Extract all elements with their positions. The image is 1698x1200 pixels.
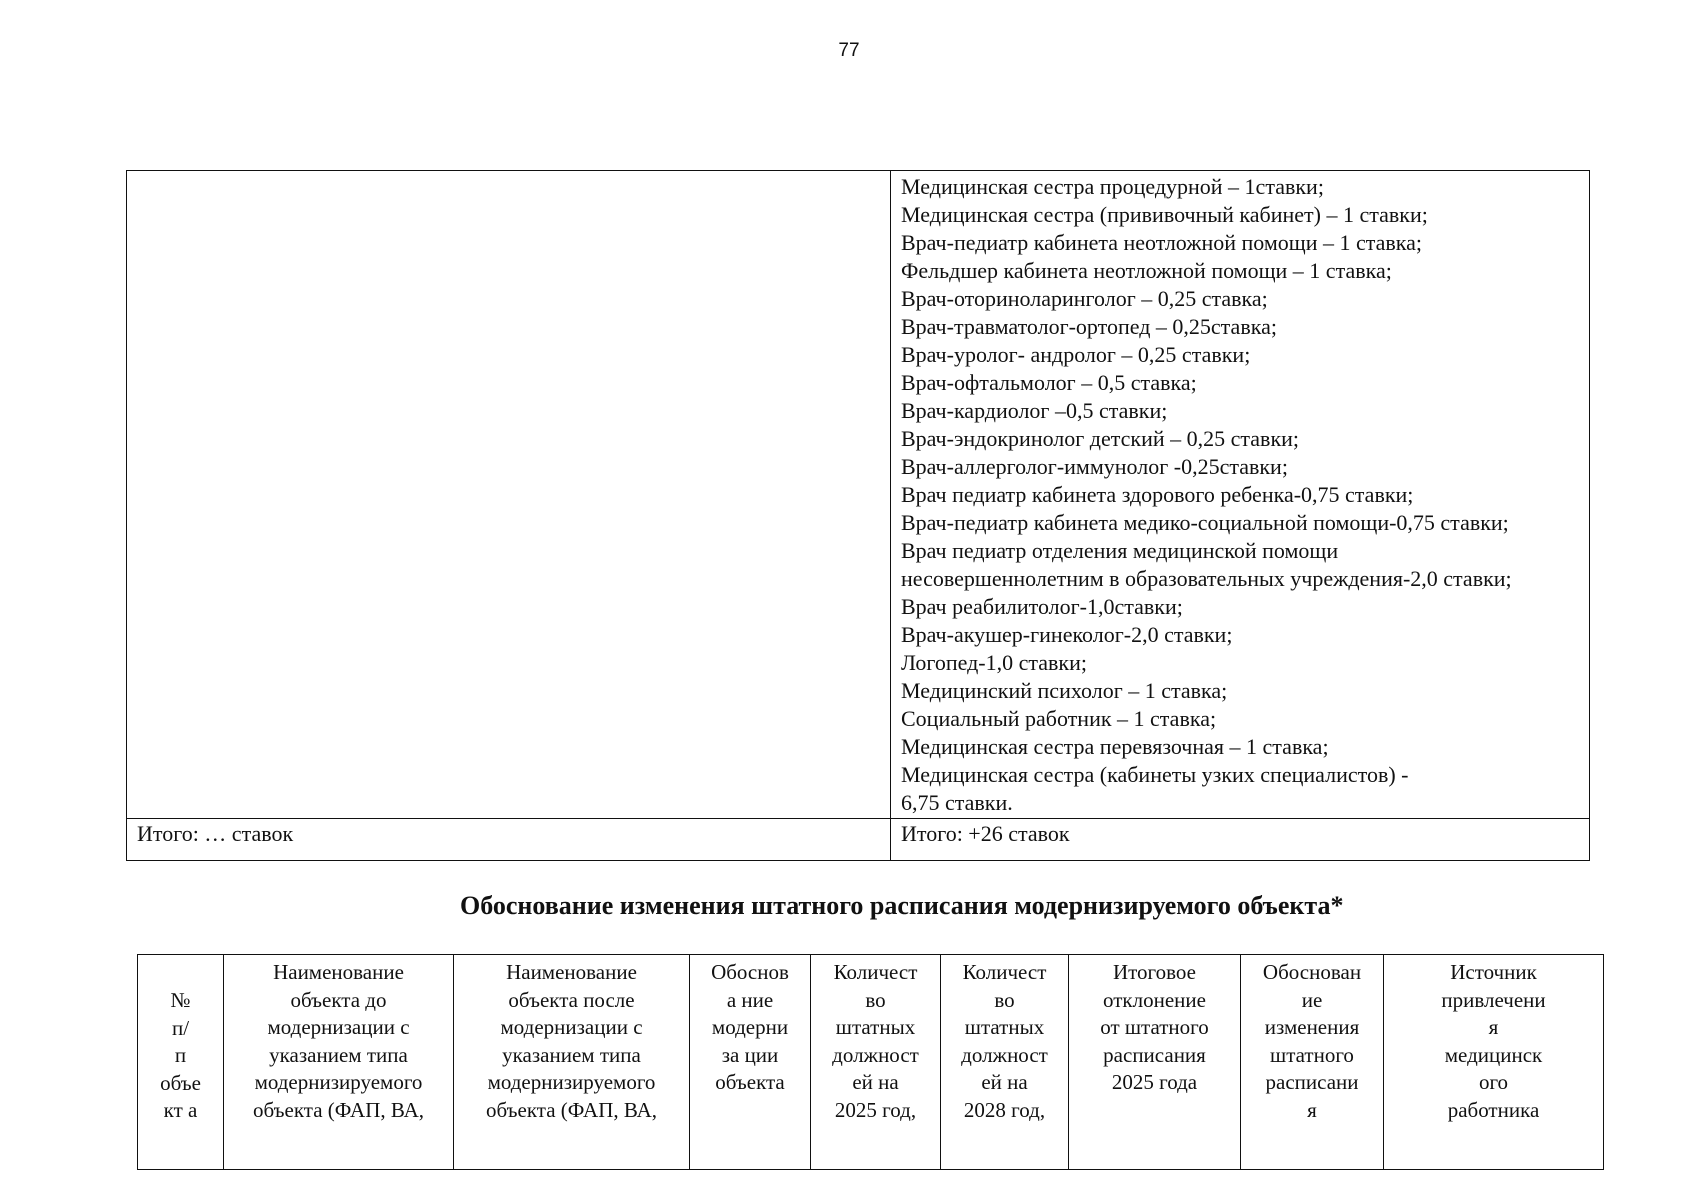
staff-line: Врач-кардиолог –0,5 ставки; xyxy=(901,398,1168,423)
staff-line: Врач-оториноларинголог – 0,25 ставка; xyxy=(901,286,1268,311)
staff-line: Врач-акушер-гинеколог-2,0 ставки; xyxy=(901,622,1233,647)
header-worker-source: Источник привлечени я медицинск ого работника xyxy=(1384,955,1604,1170)
staff-line: Медицинская сестра перевязочная – 1 ставка; xyxy=(901,734,1329,759)
staff-line: несовершеннолетним в образовательных учреждения-2,0 ставки; xyxy=(901,566,1512,591)
staff-line: Врач-педиатр кабинета медико-социальной помощи-0,75 ставки; xyxy=(901,510,1509,535)
staff-line: Врач педиатр отделения медицинской помощи xyxy=(901,538,1339,563)
header-staff-count-2025: Количест во штатных должност ей на 2025 год, xyxy=(811,955,941,1170)
staff-line: Врач-уролог- андролог – 0,25 ставки; xyxy=(901,342,1251,367)
staff-line: Медицинская сестра (прививочный кабинет) – 1 ставки; xyxy=(901,202,1428,227)
staff-row xyxy=(127,171,1590,819)
staff-line: 6,75 ставки. xyxy=(901,790,1013,815)
total-before-cell: Итого: … ставок xyxy=(127,819,891,861)
total-after-cell: Итого: +26 ставок xyxy=(891,819,1590,861)
staff-line: Медицинская сестра процедурной – 1ставки; xyxy=(901,174,1324,199)
header-schedule-change-rationale: Обоснован ие изменения штатного расписани я xyxy=(1241,955,1384,1170)
staff-line: Врач педиатр кабинета здорового ребенка-0,75 ставки; xyxy=(901,482,1414,507)
staff-after-cell xyxy=(891,171,1590,819)
header-staff-count-2028: Количест во штатных должност ей на 2028 год, xyxy=(941,955,1069,1170)
staff-line: Врач-аллерголог-иммунолог -0,25ставки; xyxy=(901,454,1288,479)
staff-line: Социальный работник – 1 ставка; xyxy=(901,706,1217,731)
justification-table xyxy=(137,954,1604,1170)
staff-line: Врач реабилитолог-1,0ставки; xyxy=(901,594,1183,619)
total-row xyxy=(127,819,1590,861)
staff-line: Логопед-1,0 ставки; xyxy=(901,650,1087,675)
header-number: № п/ п объе кт а xyxy=(138,955,224,1170)
staff-line: Врач-офтальмолог – 0,5 ставка; xyxy=(901,370,1197,395)
header-object-after: Наименование объекта после модернизации с указанием типа модернизируемого объекта (ФАП, ВА, xyxy=(454,955,690,1170)
staff-line: Медицинская сестра (кабинеты узких специалистов) - xyxy=(901,762,1409,787)
header-row xyxy=(138,955,1604,1170)
staff-line: Врач-педиатр кабинета неотложной помощи – 1 ставка; xyxy=(901,230,1423,255)
header-object-before: Наименование объекта до модернизации с указанием типа модернизируемого объекта (ФАП, ВА, xyxy=(224,955,454,1170)
header-total-deviation: Итоговое отклонение от штатного расписания 2025 года xyxy=(1069,955,1241,1170)
page-number: 77 xyxy=(838,40,860,61)
header-modernization-rationale: Обоснов а ние модерни за ции объекта xyxy=(690,955,811,1170)
section-title: Обоснование изменения штатного расписания модернизируемого объекта* xyxy=(460,891,1344,920)
staff-line: Медицинский психолог – 1 ставка; xyxy=(901,678,1228,703)
staff-line: Фельдшер кабинета неотложной помощи – 1 ставка; xyxy=(901,258,1392,283)
staff-before-cell xyxy=(127,171,891,819)
staff-line: Врач-эндокринолог детский – 0,25 ставки; xyxy=(901,426,1300,451)
staff-line: Врач-травматолог-ортопед – 0,25ставка; xyxy=(901,314,1277,339)
staff-schedule-table xyxy=(126,170,1590,861)
